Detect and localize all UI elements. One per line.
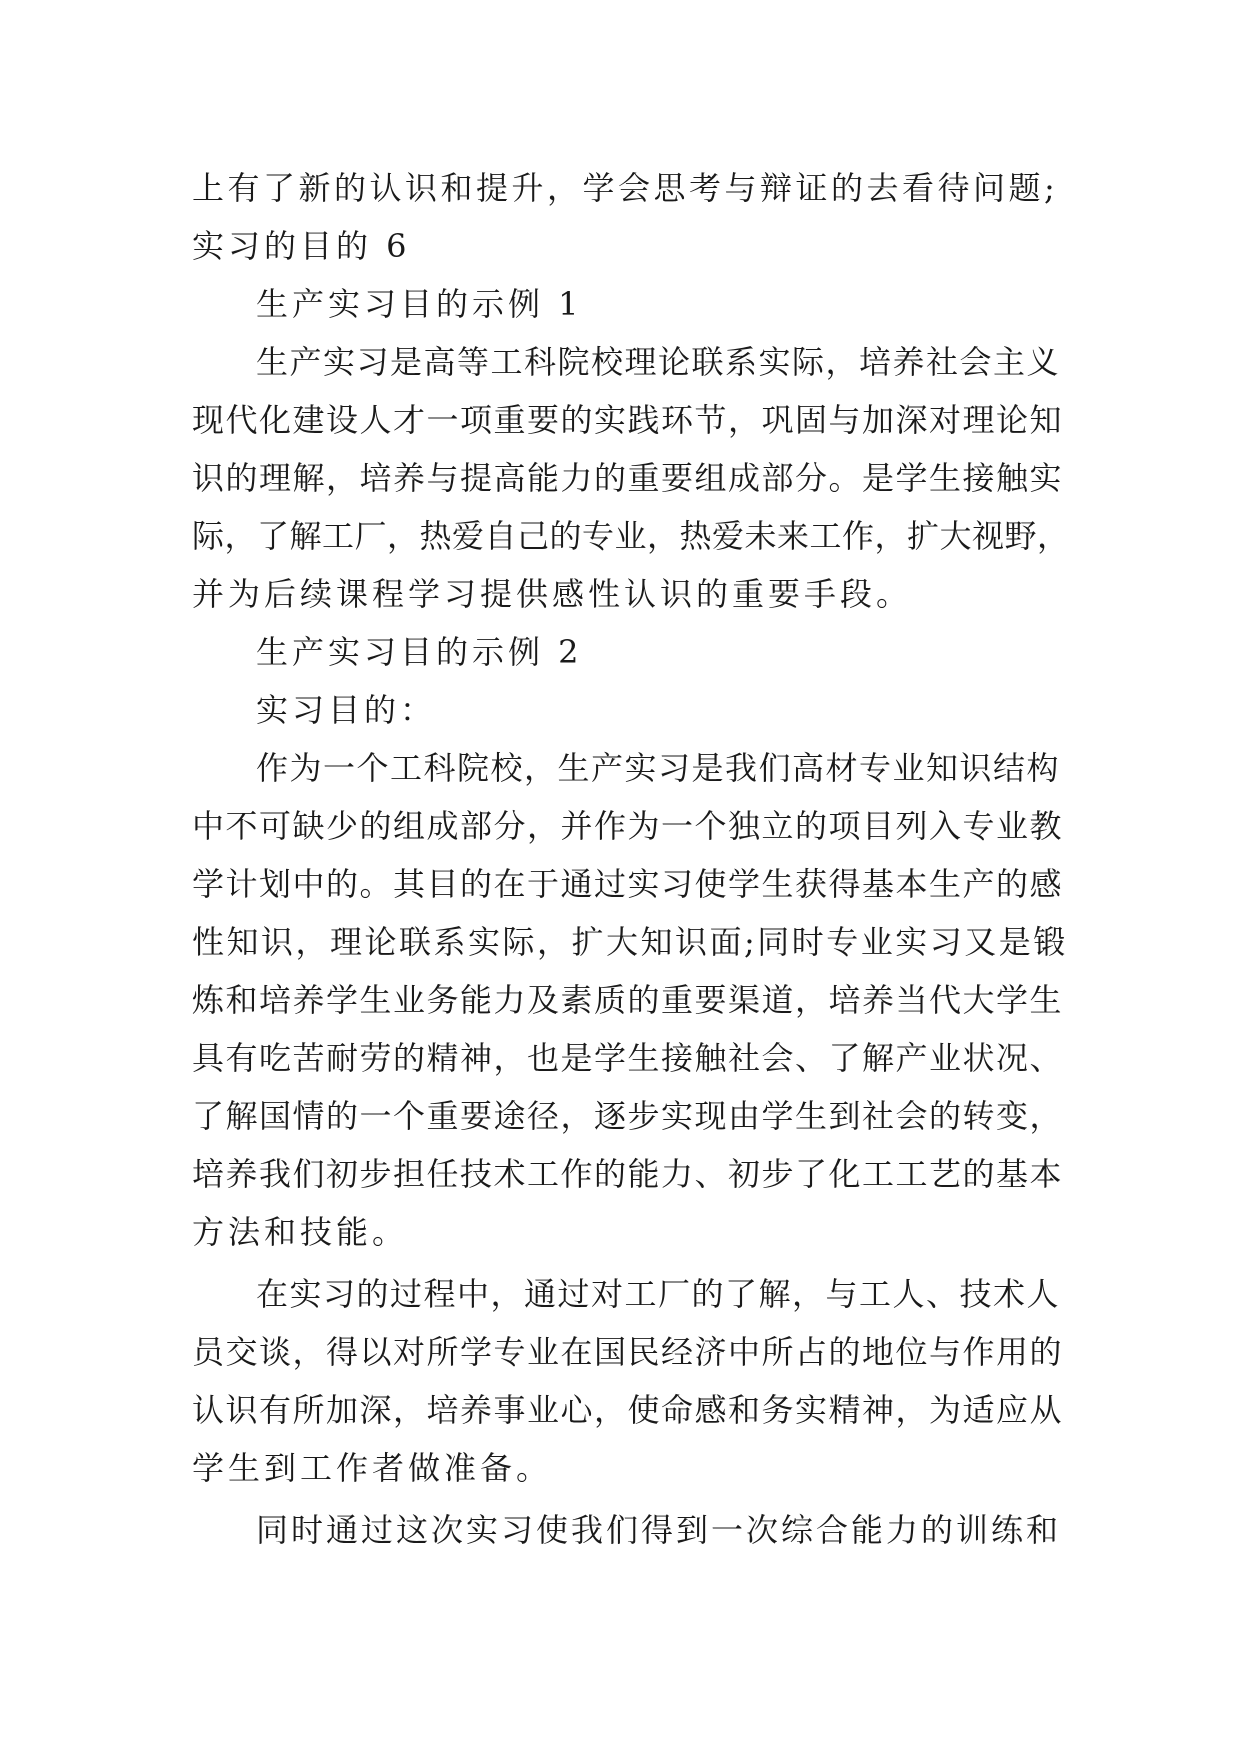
text-line: 同时通过这次实习使我们得到一次综合能力的训练和 (256, 1511, 1062, 1549)
text-line: 在实习的过程中，通过对工厂的了解，与工人、技术人 (256, 1275, 1061, 1313)
text-line: 学生到工作者做准备。 (192, 1449, 553, 1487)
text-line: 现代化建设人才一项重要的实践环节，巩固与加深对理论知 (192, 401, 1064, 439)
text-line: 学计划中的。其目的在于通过实习使学生获得基本生产的感 (192, 865, 1064, 903)
text-line: 际，了解工厂，热爱自己的专业，热爱未来工作，扩大视野， (192, 517, 1070, 555)
text-line: 了解国情的一个重要途径，逐步实现由学生到社会的转变， (192, 1097, 1064, 1135)
text-line: 上有了新的认识和提升，学会思考与辩证的去看待问题; (192, 169, 1059, 207)
text-line: 认识有所加深，培养事业心，使命感和务实精神，为适应从 (192, 1391, 1064, 1429)
text-line: 中不可缺少的组成部分，并作为一个独立的项目列入专业教 (192, 807, 1064, 845)
text-line: 生产实习是高等工科院校理论联系实际，培养社会主义 (256, 343, 1061, 381)
text-line: 作为一个工科院校，生产实习是我们高材专业知识结构 (256, 749, 1061, 787)
text-line: 性知识，理论联系实际，扩大知识面;同时专业实习又是锻 (192, 923, 1068, 961)
text-line: 具有吃苦耐劳的精神，也是学生接触社会、了解产业状况、 (192, 1039, 1064, 1077)
text-line: 培养我们初步担任技术工作的能力、初步了化工工艺的基本 (192, 1155, 1064, 1193)
subheading: 生产实习目的示例 2 (256, 633, 583, 671)
text-line: 炼和培养学生业务能力及素质的重要渠道，培养当代大学生 (192, 981, 1064, 1019)
text-line: 实习目的： (256, 691, 437, 729)
section-heading: 实习的目的 6 (192, 227, 411, 265)
text-line: 识的理解，培养与提高能力的重要组成部分。是学生接触实 (192, 459, 1064, 497)
text-line: 并为后续课程学习提供感性认识的重要手段。 (192, 575, 913, 613)
text-line: 方法和技能。 (192, 1213, 409, 1251)
text-line: 员交谈，得以对所学专业在国民经济中所占的地位与作用的 (192, 1333, 1064, 1371)
subheading: 生产实习目的示例 1 (256, 285, 583, 323)
